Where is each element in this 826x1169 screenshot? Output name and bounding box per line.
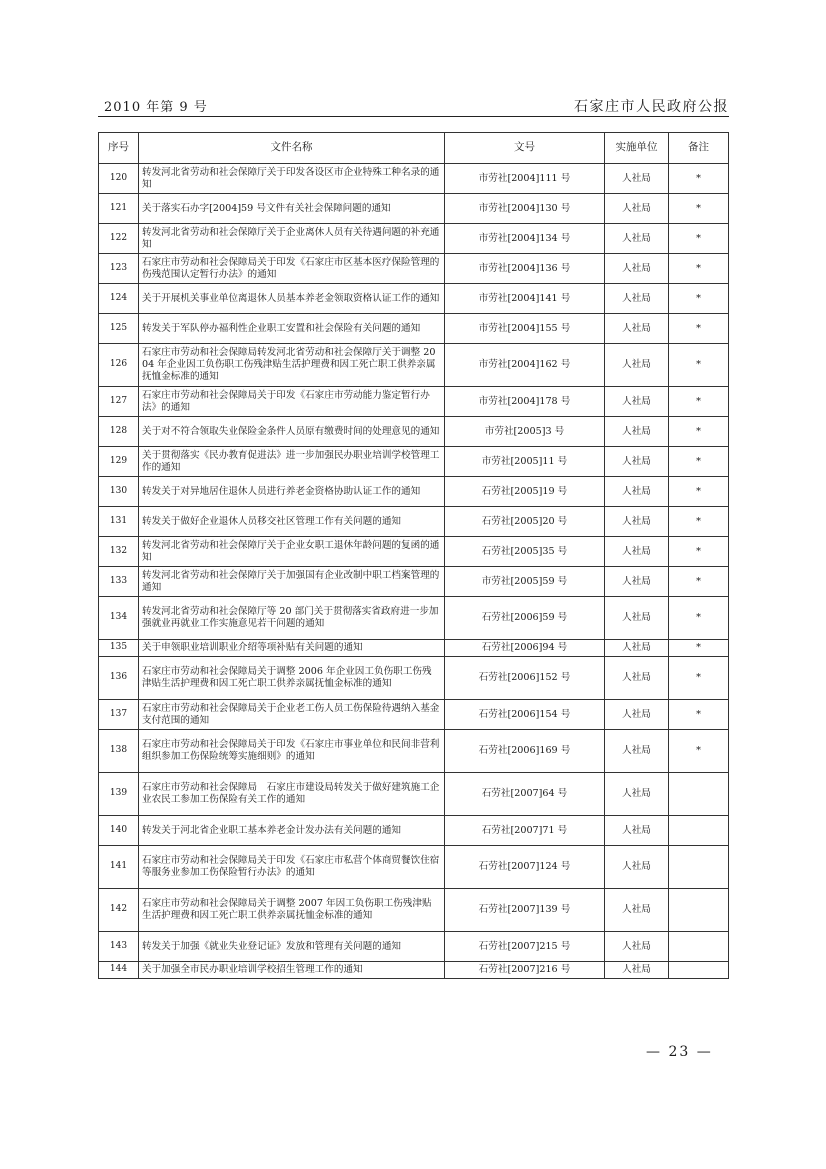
- row-unit: 人社局: [605, 597, 669, 640]
- row-note: [669, 816, 729, 846]
- table-row: [99, 224, 729, 254]
- table-row: [99, 962, 729, 979]
- row-note: *: [669, 730, 729, 773]
- row-note: *: [669, 224, 729, 254]
- table-row: [99, 284, 729, 314]
- row-note: *: [669, 284, 729, 314]
- row-title: 转发关于军队停办福利性企业职工安置和社会保险有关问题的通知: [139, 314, 445, 344]
- row-note: *: [669, 640, 729, 657]
- table-row: [99, 477, 729, 507]
- table-row: [99, 889, 729, 932]
- table-row: [99, 507, 729, 537]
- row-title: 转发河北省劳动和社会保障厅关于企业女职工退休年龄问题的复函的通知: [139, 537, 445, 567]
- row-title: 石家庄市劳动和社会保障局关于印发《石家庄市事业单位和民间非营利组织参加工伤保险统筹实施细则》的通知: [139, 730, 445, 773]
- row-doc-number: 石劳社[2005]35 号: [445, 537, 605, 567]
- row-doc-number: 石劳社[2007]124 号: [445, 846, 605, 889]
- row-doc-number: 石劳社[2005]19 号: [445, 477, 605, 507]
- row-note: [669, 773, 729, 816]
- row-doc-number: 市劳社[2004]141 号: [445, 284, 605, 314]
- row-doc-number: 石劳社[2006]94 号: [445, 640, 605, 657]
- row-number: 138: [99, 730, 139, 773]
- row-title: 石家庄市劳动和社会保障局关于企业老工伤人员工伤保险待遇纳入基金支付范围的通知: [139, 700, 445, 730]
- row-note: *: [669, 567, 729, 597]
- row-number: 139: [99, 773, 139, 816]
- row-note: *: [669, 314, 729, 344]
- row-doc-number: 石劳社[2006]152 号: [445, 657, 605, 700]
- row-title: 转发河北省劳动和社会保障厅等 20 部门关于贯彻落实省政府进一步加强就业再就业工作实施意见若干问题的通知: [139, 597, 445, 640]
- row-title: 石家庄市劳动和社会保障局关于调整 2006 年企业因工负伤职工伤残津贴生活护理费和因工死亡职工供养亲属抚恤金标准的通知: [139, 657, 445, 700]
- table-row: [99, 816, 729, 846]
- row-number: 127: [99, 387, 139, 417]
- row-title: 关于申领职业培训职业介绍等项补贴有关问题的通知: [139, 640, 445, 657]
- row-note: *: [669, 344, 729, 387]
- row-number: 126: [99, 344, 139, 387]
- row-doc-number: 市劳社[2004]130 号: [445, 194, 605, 224]
- row-number: 134: [99, 597, 139, 640]
- row-note: *: [669, 477, 729, 507]
- row-title: 转发河北省劳动和社会保障厅关于加强国有企业改制中职工档案管理的通知: [139, 567, 445, 597]
- row-number: 132: [99, 537, 139, 567]
- row-unit: 人社局: [605, 194, 669, 224]
- row-title: 转发关于加强《就业失业登记证》发放和管理有关问题的通知: [139, 932, 445, 962]
- table-row: [99, 932, 729, 962]
- table-row: [99, 657, 729, 700]
- row-title: 关于加强全市民办职业培训学校招生管理工作的通知: [139, 962, 445, 979]
- row-number: 130: [99, 477, 139, 507]
- row-note: *: [669, 254, 729, 284]
- row-title: 石家庄市劳动和社会保障局关于印发《石家庄市区基本医疗保险管理的伤残范围认定暂行办法》的通知: [139, 254, 445, 284]
- column-header-num: 序号: [99, 133, 139, 164]
- table-header-row: [99, 133, 729, 164]
- row-note: *: [669, 387, 729, 417]
- table-row: [99, 773, 729, 816]
- row-unit: 人社局: [605, 477, 669, 507]
- row-unit: 人社局: [605, 284, 669, 314]
- table-row: [99, 254, 729, 284]
- header-divider: [98, 116, 729, 117]
- row-unit: 人社局: [605, 254, 669, 284]
- row-unit: 人社局: [605, 730, 669, 773]
- row-note: *: [669, 417, 729, 447]
- row-number: 141: [99, 846, 139, 889]
- table-row: [99, 344, 729, 387]
- row-note: *: [669, 194, 729, 224]
- row-doc-number: 石劳社[2007]139 号: [445, 889, 605, 932]
- row-title: 关于对不符合领取失业保险金条件人员原有缴费时间的处理意见的通知: [139, 417, 445, 447]
- row-doc-number: 市劳社[2004]134 号: [445, 224, 605, 254]
- row-title: 关于贯彻落实《民办教育促进法》进一步加强民办职业培训学校管理工作的通知: [139, 447, 445, 477]
- row-doc-number: 市劳社[2004]178 号: [445, 387, 605, 417]
- table-row: [99, 387, 729, 417]
- row-number: 137: [99, 700, 139, 730]
- row-doc-number: 石劳社[2007]71 号: [445, 816, 605, 846]
- column-header-note: 备注: [669, 133, 729, 164]
- row-doc-number: 市劳社[2005]59 号: [445, 567, 605, 597]
- row-unit: 人社局: [605, 507, 669, 537]
- row-number: 129: [99, 447, 139, 477]
- table-row: [99, 730, 729, 773]
- row-note: [669, 889, 729, 932]
- column-header-doc-no: 文号: [445, 133, 605, 164]
- row-number: 136: [99, 657, 139, 700]
- row-unit: 人社局: [605, 417, 669, 447]
- row-number: 121: [99, 194, 139, 224]
- row-number: 140: [99, 816, 139, 846]
- row-title: 石家庄市劳动和社会保障局关于调整 2007 年因工负伤职工伤残津贴 生活护理费和因工死亡职工供养亲属抚恤金标准的通知: [139, 889, 445, 932]
- row-note: *: [669, 597, 729, 640]
- row-unit: 人社局: [605, 164, 669, 194]
- table-row: [99, 447, 729, 477]
- row-unit: 人社局: [605, 640, 669, 657]
- row-doc-number: 市劳社[2005]3 号: [445, 417, 605, 447]
- row-unit: 人社局: [605, 387, 669, 417]
- row-number: 128: [99, 417, 139, 447]
- table-row: [99, 597, 729, 640]
- row-number: 123: [99, 254, 139, 284]
- row-unit: 人社局: [605, 537, 669, 567]
- table-row: [99, 700, 729, 730]
- row-number: 122: [99, 224, 139, 254]
- row-doc-number: 石劳社[2006]59 号: [445, 597, 605, 640]
- issue-label: 2010 年第 9 号: [104, 100, 208, 115]
- row-doc-number: 石劳社[2007]216 号: [445, 962, 605, 979]
- row-note: [669, 962, 729, 979]
- row-unit: 人社局: [605, 567, 669, 597]
- row-number: 135: [99, 640, 139, 657]
- document-table: [98, 132, 729, 979]
- row-doc-number: 市劳社[2004]155 号: [445, 314, 605, 344]
- row-number: 144: [99, 962, 139, 979]
- row-unit: 人社局: [605, 962, 669, 979]
- row-title: 石家庄市劳动和社会保障局关于印发《石家庄市劳动能力鉴定暂行办法》的通知: [139, 387, 445, 417]
- row-doc-number: 市劳社[2004]162 号: [445, 344, 605, 387]
- row-doc-number: 石劳社[2007]64 号: [445, 773, 605, 816]
- row-unit: 人社局: [605, 816, 669, 846]
- column-header-title: 文件名称: [139, 133, 445, 164]
- publication-title: 石家庄市人民政府公报: [574, 99, 729, 115]
- table-row: [99, 417, 729, 447]
- row-number: 143: [99, 932, 139, 962]
- row-number: 133: [99, 567, 139, 597]
- table-row: [99, 846, 729, 889]
- row-title: 转发关于做好企业退休人员移交社区管理工作有关问题的通知: [139, 507, 445, 537]
- row-doc-number: 石劳社[2005]20 号: [445, 507, 605, 537]
- row-number: 120: [99, 164, 139, 194]
- row-title: 转发关于河北省企业职工基本养老金计发办法有关问题的通知: [139, 816, 445, 846]
- row-number: 131: [99, 507, 139, 537]
- row-unit: 人社局: [605, 447, 669, 477]
- row-doc-number: 市劳社[2005]11 号: [445, 447, 605, 477]
- row-note: *: [669, 700, 729, 730]
- row-doc-number: 石劳社[2006]154 号: [445, 700, 605, 730]
- row-note: [669, 932, 729, 962]
- row-title: 石家庄市劳动和社会保障局关于印发《石家庄市私营个体商贸餐饮住宿等服务业参加工伤保险暂行办法》的通知: [139, 846, 445, 889]
- page-number: — 23 —: [646, 1044, 713, 1060]
- row-doc-number: 市劳社[2004]111 号: [445, 164, 605, 194]
- table-body: [99, 164, 729, 979]
- row-unit: 人社局: [605, 657, 669, 700]
- row-unit: 人社局: [605, 700, 669, 730]
- row-note: *: [669, 657, 729, 700]
- row-note: *: [669, 447, 729, 477]
- row-title: 转发河北省劳动和社会保障厅关于印发各设区市企业特殊工种名录的通知: [139, 164, 445, 194]
- table-row: [99, 314, 729, 344]
- row-doc-number: 石劳社[2007]215 号: [445, 932, 605, 962]
- row-title: 关于开展机关事业单位离退休人员基本养老金领取资格认证工作的通知: [139, 284, 445, 314]
- row-title: 关于落实石办字[2004]59 号文件有关社会保障问题的通知: [139, 194, 445, 224]
- row-note: [669, 846, 729, 889]
- table-row: [99, 537, 729, 567]
- table-row: [99, 164, 729, 194]
- row-unit: 人社局: [605, 932, 669, 962]
- row-doc-number: 市劳社[2004]136 号: [445, 254, 605, 284]
- row-note: *: [669, 164, 729, 194]
- row-title: 转发河北省劳动和社会保障厅关于企业离休人员有关待遇问题的补充通知: [139, 224, 445, 254]
- row-doc-number: 石劳社[2006]169 号: [445, 730, 605, 773]
- row-unit: 人社局: [605, 344, 669, 387]
- table-row: [99, 567, 729, 597]
- table-row: [99, 194, 729, 224]
- row-unit: 人社局: [605, 773, 669, 816]
- row-unit: 人社局: [605, 314, 669, 344]
- row-title: 石家庄市劳动和社会保障局 石家庄市建设局转发关于做好建筑施工企业农民工参加工伤保险有关工作的通知: [139, 773, 445, 816]
- row-title: 转发关于对异地居住退休人员进行养老金资格协助认证工作的通知: [139, 477, 445, 507]
- row-unit: 人社局: [605, 224, 669, 254]
- row-number: 124: [99, 284, 139, 314]
- row-note: *: [669, 537, 729, 567]
- table-row: [99, 640, 729, 657]
- row-number: 125: [99, 314, 139, 344]
- column-header-unit: 实施单位: [605, 133, 669, 164]
- row-unit: 人社局: [605, 889, 669, 932]
- row-unit: 人社局: [605, 846, 669, 889]
- row-title: 石家庄市劳动和社会保障局转发河北省劳动和社会保障厅关于调整 2004 年企业因工负伤职工伤残津贴生活护理费和因工死亡职工供养亲属抚恤金标准的通知: [139, 344, 445, 387]
- row-number: 142: [99, 889, 139, 932]
- row-note: *: [669, 507, 729, 537]
